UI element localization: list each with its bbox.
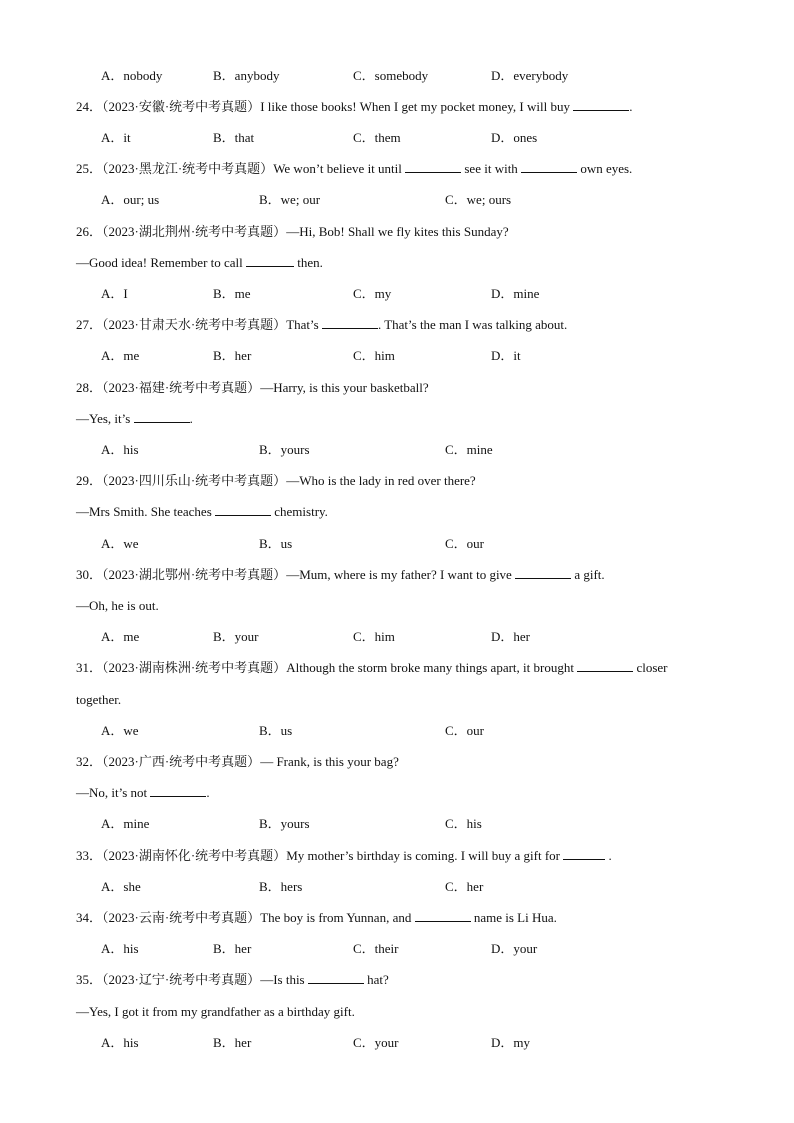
- option-a[interactable]: A．his: [101, 1035, 139, 1050]
- q32-options: [0, 815, 794, 833]
- question-source: （2023·四川乐山·统考中考真题）: [102, 473, 287, 488]
- q26-options: [0, 285, 794, 303]
- option-b[interactable]: B．her: [213, 348, 252, 363]
- answer-blank[interactable]: [150, 784, 206, 797]
- question-25: 25．（2023·黑龙江·统考中考真题）We won’t believe it until see it with own eyes.: [76, 161, 633, 176]
- question-number: 31．: [76, 660, 103, 675]
- option-b[interactable]: B．your: [213, 629, 259, 644]
- option-a[interactable]: A．it: [101, 130, 131, 145]
- question-number: 28．: [76, 380, 103, 395]
- option-c[interactable]: C．him: [353, 629, 395, 644]
- option-c[interactable]: C．my: [353, 286, 392, 301]
- option-b[interactable]: B．that: [213, 130, 255, 145]
- question-source: （2023·黑龙江·统考中考真题）: [102, 161, 274, 176]
- option-b[interactable]: B．yours: [259, 442, 310, 457]
- question-35: 35．（2023·辽宁·统考中考真题）—Is this hat?: [76, 972, 389, 987]
- question-number: 27．: [76, 317, 103, 332]
- option-c[interactable]: C．our: [445, 536, 485, 551]
- question-number: 29．: [76, 473, 103, 488]
- question-27: 27．（2023·甘肃天水·统考中考真题）That’s . That’s the man I was talking about.: [76, 317, 568, 332]
- option-c[interactable]: C．your: [353, 1035, 399, 1050]
- option-c[interactable]: C．our: [445, 723, 485, 738]
- option-a[interactable]: A．his: [101, 442, 139, 457]
- q25-options: [0, 191, 794, 209]
- option-b[interactable]: B．her: [213, 1035, 252, 1050]
- option-d[interactable]: D．everybody: [491, 68, 569, 83]
- option-d[interactable]: D．her: [491, 629, 530, 644]
- question-28-line2: —Yes, it’s .: [76, 411, 193, 426]
- option-a[interactable]: A．our; us: [101, 192, 160, 207]
- answer-blank[interactable]: [134, 410, 190, 423]
- option-b[interactable]: B．hers: [259, 879, 303, 894]
- question-30-line2: —Oh, he is out.: [76, 598, 159, 613]
- question-31-line2: together.: [76, 692, 122, 707]
- option-a[interactable]: A．me: [101, 629, 140, 644]
- answer-blank[interactable]: [573, 98, 629, 111]
- answer-blank[interactable]: [215, 503, 271, 516]
- question-source: （2023·云南·统考中考真题）: [102, 910, 261, 925]
- question-text: I like those books! When I get my pocket money, I will buy: [260, 99, 570, 114]
- option-b[interactable]: B．me: [213, 286, 251, 301]
- option-c[interactable]: C．her: [445, 879, 484, 894]
- question-26: 26．（2023·湖北荆州·统考中考真题）—Hi, Bob! Shall we fly kites this Sunday?: [76, 224, 509, 239]
- question-29: 29．（2023·四川乐山·统考中考真题）—Who is the lady in red over there?: [76, 473, 476, 488]
- question-number: 33．: [76, 848, 103, 863]
- answer-blank[interactable]: [322, 316, 378, 329]
- question-33: 33．（2023·湖南怀化·统考中考真题）My mother’s birthday is coming. I will buy a gift for .: [76, 848, 612, 863]
- answer-blank[interactable]: [521, 160, 577, 173]
- answer-blank[interactable]: [405, 160, 461, 173]
- question-source: （2023·湖南怀化·统考中考真题）: [102, 848, 287, 863]
- option-b[interactable]: B．yours: [259, 816, 310, 831]
- question-source: （2023·安徽·统考中考真题）: [102, 99, 261, 114]
- option-a[interactable]: A．his: [101, 941, 139, 956]
- option-b[interactable]: B．us: [259, 723, 293, 738]
- question-number: 26．: [76, 224, 103, 239]
- question-source: （2023·辽宁·统考中考真题）: [102, 972, 261, 987]
- question-number: 24．: [76, 99, 103, 114]
- question-30: 30．（2023·湖北鄂州·统考中考真题）—Mum, where is my father? I want to give a gift.: [76, 567, 605, 582]
- question-32-line2: —No, it’s not .: [76, 785, 210, 800]
- question-source: （2023·湖北荆州·统考中考真题）: [102, 224, 287, 239]
- option-a[interactable]: A．I: [101, 286, 128, 301]
- option-a[interactable]: A．we: [101, 723, 139, 738]
- q34-options: [0, 940, 794, 958]
- option-d[interactable]: D．mine: [491, 286, 540, 301]
- option-c[interactable]: C．we; ours: [445, 192, 512, 207]
- q28-options: [0, 441, 794, 459]
- question-source: （2023·湖北鄂州·统考中考真题）: [102, 567, 287, 582]
- question-35-line2: —Yes, I got it from my grandfather as a birthday gift.: [76, 1004, 355, 1019]
- option-a[interactable]: A．nobody: [101, 68, 163, 83]
- option-c[interactable]: C．him: [353, 348, 395, 363]
- answer-blank[interactable]: [308, 971, 364, 984]
- question-34: 34．（2023·云南·统考中考真题）The boy is from Yunnan, and name is Li Hua.: [76, 910, 557, 925]
- answer-blank[interactable]: [563, 847, 605, 860]
- question-24: 24．（2023·安徽·统考中考真题）I like those books! When I get my pocket money, I will buy .: [76, 99, 633, 114]
- question-32: 32．（2023·广西·统考中考真题）— Frank, is this your bag?: [76, 754, 399, 769]
- question-source: （2023·广西·统考中考真题）: [102, 754, 261, 769]
- option-c[interactable]: C．his: [445, 816, 482, 831]
- question-29-line2: —Mrs Smith. She teaches chemistry.: [76, 504, 328, 519]
- option-c[interactable]: C．somebody: [353, 68, 429, 83]
- question-source: （2023·甘肃天水·统考中考真题）: [102, 317, 287, 332]
- option-d[interactable]: D．your: [491, 941, 538, 956]
- question-28: 28．（2023·福建·统考中考真题）—Harry, is this your basketball?: [76, 380, 429, 395]
- option-d[interactable]: D．ones: [491, 130, 538, 145]
- option-a[interactable]: A．mine: [101, 816, 150, 831]
- question-number: 34．: [76, 910, 103, 925]
- option-a[interactable]: A．we: [101, 536, 139, 551]
- question-31: 31．（2023·湖南株洲·统考中考真题）Although the storm broke many things apart, it brought closer: [76, 660, 668, 675]
- option-d[interactable]: D．it: [491, 348, 521, 363]
- answer-blank[interactable]: [415, 909, 471, 922]
- option-c[interactable]: C．them: [353, 130, 401, 145]
- option-c[interactable]: C．mine: [445, 442, 493, 457]
- q30-options: [0, 628, 794, 646]
- question-number: 30．: [76, 567, 103, 582]
- q31-options: [0, 722, 794, 740]
- answer-blank[interactable]: [246, 254, 294, 267]
- question-number: 35．: [76, 972, 103, 987]
- question-source: （2023·福建·统考中考真题）: [102, 380, 261, 395]
- q33-options: [0, 878, 794, 896]
- question-number: 25．: [76, 161, 103, 176]
- question-26-line2: —Good idea! Remember to call then.: [76, 255, 323, 270]
- option-b[interactable]: B．her: [213, 941, 252, 956]
- answer-blank[interactable]: [577, 659, 633, 672]
- q24-options: [0, 129, 794, 147]
- option-b[interactable]: B．anybody: [213, 68, 280, 83]
- option-a[interactable]: A．she: [101, 879, 141, 894]
- q27-options: [0, 347, 794, 365]
- option-c[interactable]: C．their: [353, 941, 399, 956]
- question-number: 32．: [76, 754, 103, 769]
- q23-options: [0, 67, 794, 85]
- answer-blank[interactable]: [515, 566, 571, 579]
- question-source: （2023·湖南株洲·统考中考真题）: [102, 660, 287, 675]
- option-d[interactable]: D．my: [491, 1035, 531, 1050]
- option-b[interactable]: B．us: [259, 536, 293, 551]
- q29-options: [0, 535, 794, 553]
- q35-options: [0, 1034, 794, 1052]
- option-b[interactable]: B．we; our: [259, 192, 321, 207]
- option-a[interactable]: A．me: [101, 348, 140, 363]
